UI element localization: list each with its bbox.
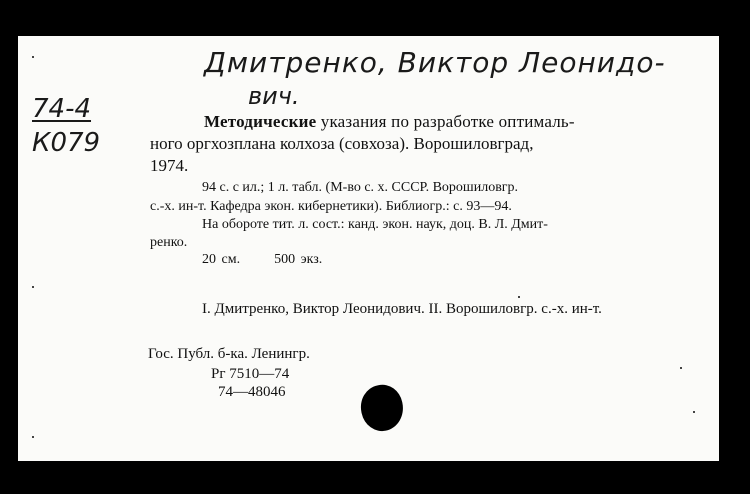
library-record-number: Рг 7510—74 xyxy=(211,366,290,382)
title-line-1 xyxy=(204,112,575,132)
description-line-1: 94 с. с ил.; 1 л. табл. (М-во с. х. СССР. Ворошиловгр. xyxy=(202,180,519,195)
title-line-1-rest: указания по разработке оптималь- xyxy=(316,112,575,131)
dimensions: 20 см. xyxy=(202,252,241,267)
speck xyxy=(693,411,695,413)
description-line-2: с.-х. ин-т. Кафедра экон. кибернетики). Библиогр.: с. 93—94. xyxy=(150,199,512,214)
catalog-card xyxy=(18,36,719,461)
title-lead-word: Методические xyxy=(204,112,317,131)
handwritten-author-line-1: Дмитренко, Виктор Леонидо- xyxy=(204,46,666,79)
speck xyxy=(32,56,34,58)
tracings-line: I. Дмитренко, Виктор Леонидович. II. Ворошиловгр. с.-х. ин-т. xyxy=(202,301,602,317)
description-line-3: На обороте тит. л. сост.: канд. экон. наук, доц. В. Л. Дмит- xyxy=(202,217,548,232)
shelf-mark-line-1: 74-4 xyxy=(32,94,92,124)
shelf-mark-line-2: К079 xyxy=(32,128,101,158)
speck xyxy=(32,436,34,438)
description-line-4: ренко. xyxy=(150,235,188,250)
speck xyxy=(32,286,34,288)
title-line-3: 1974. xyxy=(150,156,189,175)
ink-blot xyxy=(357,381,408,435)
title-line-2: ного оргхозплана колхоза (совхоза). Ворошиловград, xyxy=(150,134,534,153)
speck xyxy=(680,367,682,369)
handwritten-author-line-2: вич. xyxy=(248,82,300,110)
library-accession-number: 74—48046 xyxy=(218,384,286,400)
speck xyxy=(518,296,520,298)
copies-count: 500 экз. xyxy=(274,252,323,267)
size-line xyxy=(202,252,322,268)
library-name: Гос. Публ. б-ка. Ленингр. xyxy=(148,346,310,362)
